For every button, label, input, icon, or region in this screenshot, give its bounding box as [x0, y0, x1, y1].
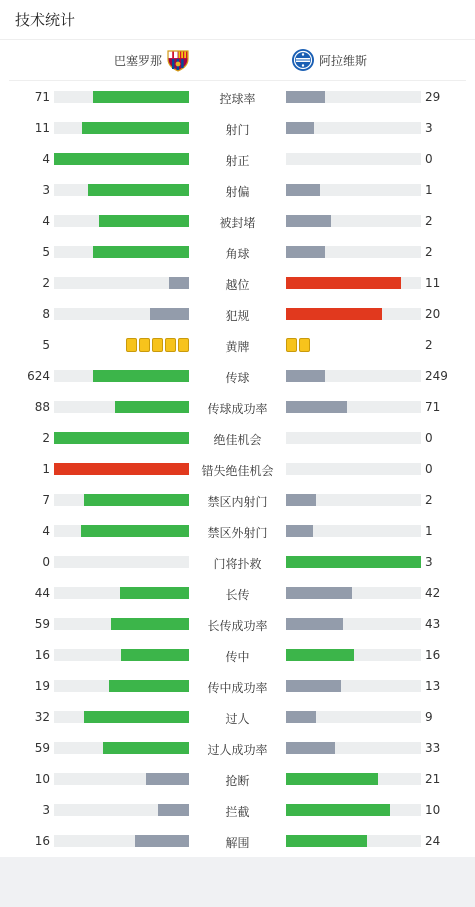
stat-row — [0, 577, 475, 608]
home-bar-track — [54, 463, 189, 475]
home-bar-fill — [81, 525, 189, 537]
stats-list — [0, 81, 475, 856]
stat-row — [0, 453, 475, 484]
stat-label: 禁区外射门 — [207, 526, 268, 540]
away-bar-fill — [286, 587, 352, 599]
away-bar-fill — [286, 401, 347, 413]
stat-row — [0, 205, 475, 236]
home-bar-track — [54, 184, 189, 196]
home-stat-value: 10 — [34, 772, 50, 786]
away-bar-fill — [286, 742, 335, 754]
home-bar-track — [54, 432, 189, 444]
away-bar-fill — [286, 680, 341, 692]
away-bar-track — [286, 742, 421, 754]
away-bar-fill — [286, 370, 325, 382]
stat-label: 被封堵 — [219, 216, 256, 230]
away-bar-track — [286, 122, 421, 134]
home-bar-fill — [82, 122, 189, 134]
stat-label: 射门 — [225, 123, 250, 137]
away-bar-track — [286, 618, 421, 630]
home-stat-value: 88 — [34, 400, 50, 414]
stat-row — [0, 546, 475, 577]
away-bar-track — [286, 680, 421, 692]
away-bar-fill — [286, 556, 421, 568]
home-stat-value: 2 — [42, 276, 50, 290]
home-bar-fill — [135, 835, 189, 847]
stat-row — [0, 267, 475, 298]
away-bar-fill — [286, 804, 390, 816]
away-bar-fill — [286, 649, 354, 661]
home-bar-fill — [88, 184, 189, 196]
away-bar-track — [286, 525, 421, 537]
away-stat-value: 11 — [425, 276, 441, 290]
away-bar-fill — [286, 835, 367, 847]
away-bar-fill — [286, 122, 314, 134]
stat-label: 传球 — [225, 371, 250, 385]
stat-row — [0, 515, 475, 546]
away-bar-track — [286, 494, 421, 506]
home-stat-value: 5 — [42, 245, 50, 259]
home-bar-fill — [99, 215, 189, 227]
home-bar-fill — [93, 91, 189, 103]
home-bar-fill — [150, 308, 189, 320]
away-bar-track — [286, 804, 421, 816]
stat-label: 拦截 — [225, 805, 250, 819]
away-team-name: 阿拉维斯 — [319, 53, 368, 68]
stat-row — [0, 608, 475, 639]
home-bar-fill — [103, 742, 189, 754]
stat-label: 越位 — [225, 278, 250, 292]
home-bar-track — [54, 153, 189, 165]
away-stat-value: 1 — [425, 183, 433, 197]
home-bar-fill — [115, 401, 189, 413]
home-bar-track — [54, 308, 189, 320]
away-stat-value: 0 — [425, 431, 433, 445]
away-bar-fill — [286, 773, 378, 785]
away-stat-value: 0 — [425, 462, 433, 476]
home-bar-track — [54, 556, 189, 568]
away-bar-track — [286, 277, 421, 289]
away-stat-value: 2 — [425, 493, 433, 507]
away-bar-track — [286, 463, 421, 475]
home-bar-track — [54, 711, 189, 723]
stat-row — [0, 825, 475, 856]
away-bar-track — [286, 556, 421, 568]
away-team[interactable] — [291, 48, 367, 72]
home-stat-value: 32 — [34, 710, 50, 724]
home-bar-track — [54, 370, 189, 382]
home-bar-fill — [54, 153, 189, 165]
stat-label: 射偏 — [225, 185, 250, 199]
home-bar-track — [54, 277, 189, 289]
away-stat-value: 3 — [425, 121, 433, 135]
away-bar-track — [286, 587, 421, 599]
stat-label: 抢断 — [225, 774, 250, 788]
yellow-card-icon — [139, 338, 150, 352]
away-bar-fill — [286, 91, 325, 103]
away-stat-value: 10 — [425, 803, 441, 817]
away-bar-track — [286, 91, 421, 103]
home-stat-value: 59 — [34, 741, 50, 755]
stat-row — [0, 391, 475, 422]
stat-label: 传中成功率 — [207, 681, 268, 695]
stat-label: 射正 — [225, 154, 250, 168]
yellow-card-icon — [126, 338, 137, 352]
home-bar-track — [54, 246, 189, 258]
stat-row — [0, 360, 475, 391]
away-bar-fill — [286, 711, 316, 723]
stat-label: 传球成功率 — [207, 402, 268, 416]
away-stat-value: 0 — [425, 152, 433, 166]
away-stat-value: 2 — [425, 245, 433, 259]
yellow-card-icon — [165, 338, 176, 352]
away-bar-track — [286, 153, 421, 165]
home-stat-value: 7 — [42, 493, 50, 507]
page-title: 技术统计 — [0, 0, 475, 40]
home-team[interactable] — [114, 48, 190, 72]
yellow-card-icon — [286, 338, 297, 352]
away-stat-value: 9 — [425, 710, 433, 724]
home-stat-value: 3 — [42, 803, 50, 817]
home-bar-track — [54, 401, 189, 413]
home-bar-fill — [169, 277, 189, 289]
away-stat-value: 2 — [425, 338, 433, 352]
away-stat-value: 33 — [425, 741, 441, 755]
stat-row — [0, 701, 475, 732]
stat-row — [0, 143, 475, 174]
stat-row — [0, 639, 475, 670]
stat-label: 过人 — [225, 712, 250, 726]
yellow-card-icon — [152, 338, 163, 352]
stat-row — [0, 112, 475, 143]
away-stat-value: 1 — [425, 524, 433, 538]
home-bar-fill — [121, 649, 189, 661]
away-bar-track — [286, 370, 421, 382]
home-bar-fill — [84, 711, 189, 723]
home-stat-value: 624 — [27, 369, 50, 383]
barcelona-crest-icon — [166, 48, 190, 72]
home-stat-value: 16 — [34, 834, 50, 848]
stat-row — [0, 329, 475, 360]
away-bar-track — [286, 184, 421, 196]
stat-row — [0, 174, 475, 205]
stat-label: 解围 — [225, 836, 250, 850]
home-team-name: 巴塞罗那 — [113, 53, 162, 68]
away-bar-fill — [286, 525, 313, 537]
alaves-crest-icon — [291, 48, 315, 72]
away-stat-value: 24 — [425, 834, 441, 848]
away-bar-fill — [286, 308, 382, 320]
away-bar-fill — [286, 246, 325, 258]
stat-row — [0, 670, 475, 701]
home-bar-track — [54, 680, 189, 692]
away-bar-fill — [286, 618, 343, 630]
stat-label: 控球率 — [219, 92, 256, 106]
stat-label: 犯规 — [225, 309, 250, 323]
away-bar-fill — [286, 184, 320, 196]
home-bar-fill — [84, 494, 189, 506]
stat-label: 错失绝佳机会 — [201, 464, 274, 478]
away-stat-value: 21 — [425, 772, 441, 786]
away-stat-value: 29 — [425, 90, 441, 104]
home-bar-fill — [93, 246, 189, 258]
stat-row — [0, 81, 475, 112]
away-stat-value: 3 — [425, 555, 433, 569]
stat-label: 传中 — [225, 650, 250, 664]
away-bar-fill — [286, 215, 331, 227]
stat-label: 黄牌 — [225, 340, 250, 354]
home-bar-fill — [146, 773, 189, 785]
away-bar-track — [286, 649, 421, 661]
stat-label: 长传 — [225, 588, 250, 602]
home-bar-track — [54, 494, 189, 506]
home-yellow-cards — [126, 338, 189, 352]
away-bar-track — [286, 773, 421, 785]
home-bar-fill — [120, 587, 189, 599]
home-bar-track — [54, 649, 189, 661]
yellow-card-icon — [299, 338, 310, 352]
away-bar-track — [286, 432, 421, 444]
home-stat-value: 4 — [42, 152, 50, 166]
away-stat-value: 249 — [425, 369, 448, 383]
stat-row — [0, 298, 475, 329]
yellow-card-icon — [178, 338, 189, 352]
teams-header — [9, 40, 466, 81]
home-stat-value: 11 — [34, 121, 50, 135]
away-bar-track — [286, 711, 421, 723]
home-stat-value: 0 — [42, 555, 50, 569]
home-stat-value: 19 — [34, 679, 50, 693]
away-stat-value: 42 — [425, 586, 441, 600]
stat-row — [0, 732, 475, 763]
away-stat-value: 2 — [425, 214, 433, 228]
away-bar-fill — [286, 277, 401, 289]
home-bar-track — [54, 587, 189, 599]
home-stat-value: 44 — [34, 586, 50, 600]
home-bar-fill — [54, 463, 189, 475]
stat-label: 长传成功率 — [207, 619, 268, 633]
home-bar-track — [54, 122, 189, 134]
home-bar-track — [54, 91, 189, 103]
stat-row — [0, 763, 475, 794]
stat-label: 过人成功率 — [207, 743, 268, 757]
away-bar-track — [286, 308, 421, 320]
away-bar-track — [286, 215, 421, 227]
home-bar-fill — [111, 618, 189, 630]
away-stat-value: 16 — [425, 648, 441, 662]
away-bar-track — [286, 835, 421, 847]
stat-label: 门将扑救 — [213, 557, 262, 571]
stat-row — [0, 484, 475, 515]
away-bar-track — [286, 401, 421, 413]
home-bar-fill — [109, 680, 189, 692]
stat-label: 禁区内射门 — [207, 495, 268, 509]
home-bar-track — [54, 525, 189, 537]
home-bar-track — [54, 618, 189, 630]
away-stat-value: 71 — [425, 400, 441, 414]
home-stat-value: 4 — [42, 214, 50, 228]
home-stat-value: 1 — [42, 462, 50, 476]
stat-label: 角球 — [225, 247, 250, 261]
home-bar-fill — [54, 432, 189, 444]
home-stat-value: 4 — [42, 524, 50, 538]
home-stat-value: 16 — [34, 648, 50, 662]
home-stat-value: 71 — [34, 90, 50, 104]
away-yellow-cards — [286, 338, 310, 352]
home-bar-fill — [93, 370, 189, 382]
home-stat-value: 8 — [42, 307, 50, 321]
home-bar-track — [54, 215, 189, 227]
home-bar-fill — [158, 804, 189, 816]
home-bar-track — [54, 773, 189, 785]
away-stat-value: 20 — [425, 307, 441, 321]
stat-row — [0, 794, 475, 825]
home-stat-value: 5 — [42, 338, 50, 352]
stat-label: 绝佳机会 — [213, 433, 262, 447]
home-bar-track — [54, 804, 189, 816]
home-stat-value: 2 — [42, 431, 50, 445]
away-stat-value: 43 — [425, 617, 441, 631]
away-bar-fill — [286, 494, 316, 506]
stat-row — [0, 236, 475, 267]
stat-row — [0, 422, 475, 453]
away-bar-track — [286, 246, 421, 258]
home-stat-value: 3 — [42, 183, 50, 197]
home-bar-track — [54, 742, 189, 754]
away-stat-value: 13 — [425, 679, 441, 693]
home-bar-track — [54, 835, 189, 847]
home-stat-value: 59 — [34, 617, 50, 631]
